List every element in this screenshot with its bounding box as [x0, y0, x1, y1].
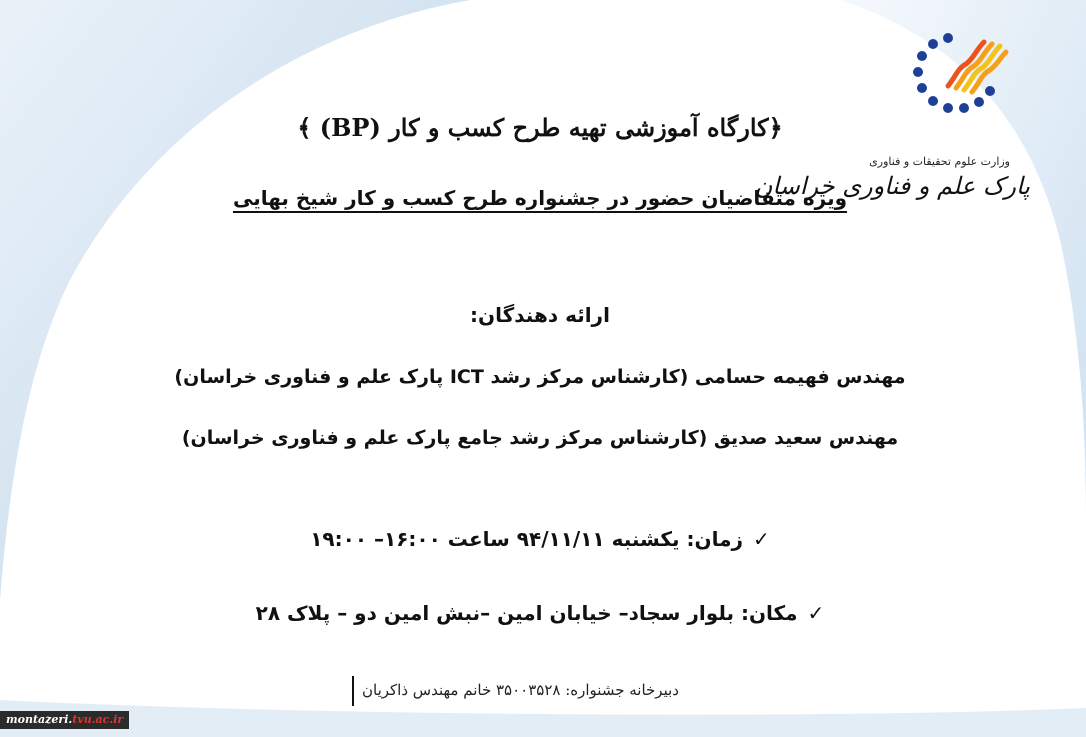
park-name-label: پارک علم و فناوری خراسان [754, 172, 1030, 200]
secretariat-contact: دبیرخانه جشنواره: ۳۵۰۰۳۵۲۸ خانم مهندس ذاکریان [352, 676, 679, 706]
ministry-label: وزارت علوم تحقیقات و فناوری [869, 155, 1010, 168]
place-text: مکان: بلوار سجاد– خیابان امین –نبش امین دو – پلاک ۲۸ [255, 601, 798, 625]
subtitle-text: ویژه متقاضیان حضور در جشنواره طرح کسب و کار شیخ بهایی [232, 186, 848, 210]
time-info [110, 527, 970, 551]
presenter-item: مهندس فهیمه حسامی (کارشناس مرکز رشد ICT پارک علم و فناوری خراسان) [174, 366, 906, 388]
presenters-heading: ارائه دهندگان: [470, 303, 610, 327]
workshop-subtitle [110, 186, 970, 210]
presenter-item: مهندس سعید صدیق (کارشناس مرکز رشد جامع پارک علم و فناوری خراسان) [181, 427, 899, 449]
checkmark-arrow-icon: ✓ [753, 527, 770, 551]
source-watermark [0, 711, 129, 729]
watermark-prefix: montazeri. [6, 713, 73, 726]
place-info [110, 601, 970, 625]
checkmark-arrow-icon: ✓ [807, 601, 825, 625]
workshop-title: ﴿کارگاه آموزشی تهیه طرح کسب و کار (BP) ﴾ [297, 113, 783, 142]
watermark-domain: tvu.ac.ir [72, 713, 124, 726]
time-text: زمان: یکشنبه ۹۴/۱۱/۱۱ ساعت ۱۶:۰۰– ۱۹:۰۰ [310, 527, 743, 551]
